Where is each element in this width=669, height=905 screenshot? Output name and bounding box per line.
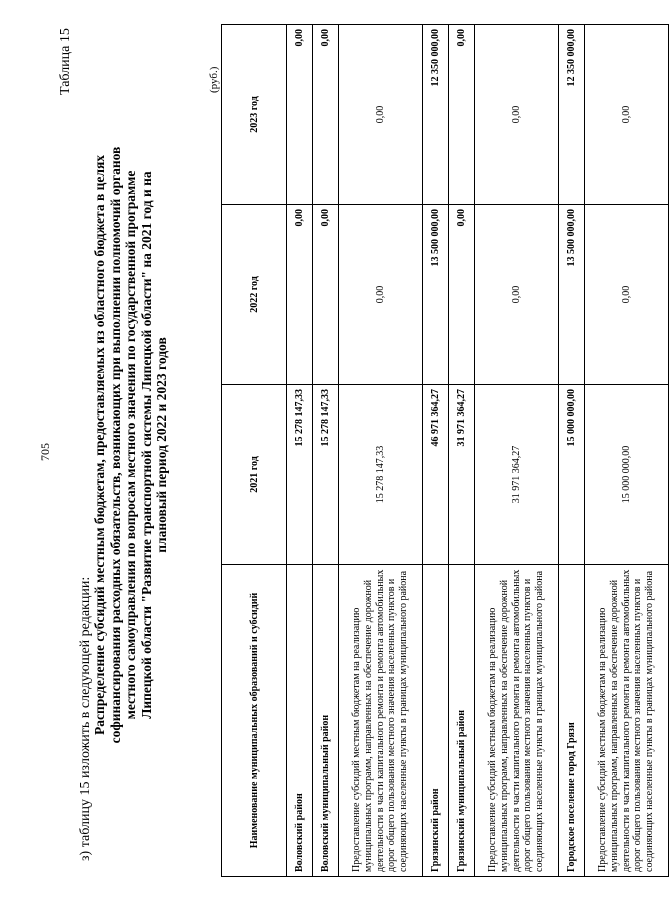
unit-label: (руб.) xyxy=(208,66,220,93)
subsidy-table xyxy=(221,24,669,877)
row-name: Предоставление субсидий местным бюджетам на реализацию муниципальных программ, направленных на обеспечение дорожной деятельности в части капитального ремонта и ремонта автомобильных дорог общего пользования местного значения населенных пунктов и соединяющих населенные пункты в границах муниципального района xyxy=(585,565,669,877)
value-2022: 0,00 xyxy=(475,205,559,385)
column-header-2022: 2022 год xyxy=(222,205,287,385)
value-2022: 0,00 xyxy=(313,205,339,385)
table-row xyxy=(449,25,475,877)
table-row xyxy=(313,25,339,877)
value-2023: 0,00 xyxy=(475,25,559,205)
value-2021: 46 971 364,27 xyxy=(423,385,449,565)
row-name: Грязинский муниципальный район xyxy=(449,565,475,877)
table-number: Таблица 15 xyxy=(58,28,73,95)
table-row xyxy=(475,25,559,877)
document-title: Распределение субсидий местным бюджетам, предоставляемых из областного бюджета в целях софинансирования расходных обязательств, возникающих при выполнении полномочий органов местного самоуправления по вопросам местного значения по государственной программе Липецкой области "Развитие транспортной системы Липецкой области" на 2021 год и на плановый период 2022 и 2023 годов xyxy=(92,146,169,744)
page-number: 705 xyxy=(38,443,52,461)
table-row xyxy=(559,25,585,877)
row-name: Воловский район xyxy=(287,565,313,877)
table-row xyxy=(287,25,313,877)
value-2021: 15 000 000,00 xyxy=(585,385,669,565)
value-2022: 13 500 000,00 xyxy=(423,205,449,385)
value-2021: 31 971 364,27 xyxy=(449,385,475,565)
value-2023: 12 350 000,00 xyxy=(423,25,449,205)
value-2022: 0,00 xyxy=(585,205,669,385)
value-2023: 0,00 xyxy=(449,25,475,205)
intro-text: з) таблицу 15 изложить в следующей редакции: xyxy=(78,576,93,861)
value-2022: 0,00 xyxy=(449,205,475,385)
value-2021: 31 971 364,27 xyxy=(475,385,559,565)
column-header-2023: 2023 год xyxy=(222,25,287,205)
column-header-2021: 2021 год xyxy=(222,385,287,565)
table-row xyxy=(339,25,423,877)
value-2022: 13 500 000,00 xyxy=(559,205,585,385)
row-name: Воловский муниципальный район xyxy=(313,565,339,877)
value-2023: 0,00 xyxy=(585,25,669,205)
table-row xyxy=(423,25,449,877)
table-row xyxy=(585,25,669,877)
value-2023: 0,00 xyxy=(313,25,339,205)
value-2022: 0,00 xyxy=(287,205,313,385)
row-name: Предоставление субсидий местным бюджетам на реализацию муниципальных программ, направленных на обеспечение дорожной деятельности в части капитального ремонта и ремонта автомобильных дорог общего пользования местного значения населенных пунктов и соединяющих населенные пункты в границах муниципального района xyxy=(339,565,423,877)
value-2023: 0,00 xyxy=(339,25,423,205)
value-2022: 0,00 xyxy=(339,205,423,385)
value-2021: 15 000 000,00 xyxy=(559,385,585,565)
row-name: Предоставление субсидий местным бюджетам на реализацию муниципальных программ, направленных на обеспечение дорожной деятельности в части капитального ремонта и ремонта автомобильных дорог общего пользования местного значения населенных пунктов и соединяющих населенные пункты в границах муниципального района xyxy=(475,565,559,877)
table-header-row xyxy=(222,25,287,877)
value-2023: 0,00 xyxy=(287,25,313,205)
column-header-name: Наименование муниципальных образований и субсидий xyxy=(222,565,287,877)
value-2023: 12 350 000,00 xyxy=(559,25,585,205)
row-name: Грязинский район xyxy=(423,565,449,877)
value-2021: 15 278 147,33 xyxy=(287,385,313,565)
value-2021: 15 278 147,33 xyxy=(313,385,339,565)
value-2021: 15 278 147,33 xyxy=(339,385,423,565)
row-name: Городское поселение город Грязи xyxy=(559,565,585,877)
